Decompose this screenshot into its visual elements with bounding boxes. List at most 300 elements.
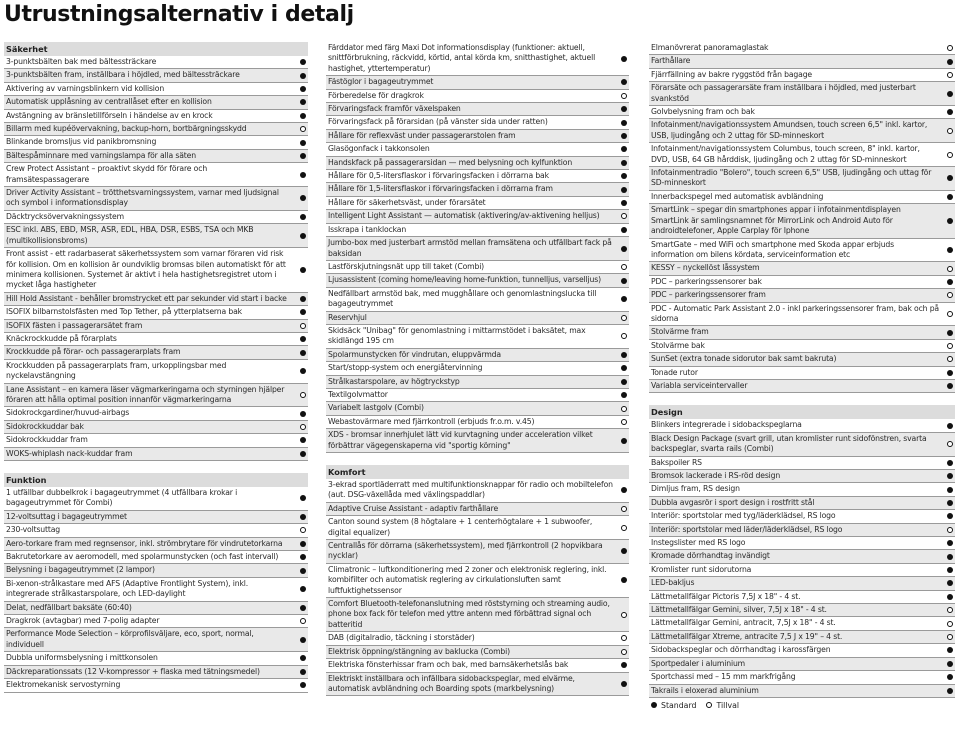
availability-mark <box>298 296 308 302</box>
equipment-row <box>4 69 308 82</box>
equipment-label: Strålkastarspolare, av högtryckstyp <box>328 376 460 386</box>
equipment-label: PDC – parkeringssensorer bak <box>651 276 762 286</box>
standard-filled-dot-icon <box>300 336 306 342</box>
legend <box>649 701 955 710</box>
optional-hollow-dot-icon <box>947 72 953 78</box>
standard-filled-dot-icon <box>947 580 953 586</box>
availability-mark <box>619 56 629 62</box>
equipment-row <box>649 497 955 510</box>
equipment-label: Billarm med kupéövervakning, backup-horn, bortbärgningsskydd <box>6 124 247 134</box>
equipment-label: Start/stopp-system och energiåtervinning <box>328 363 483 373</box>
standard-filled-dot-icon <box>621 379 627 385</box>
optional-hollow-dot-icon <box>621 419 627 425</box>
equipment-label: Lättmetallfälgar Pictoris 7,5J x 18" - 4 st. <box>651 591 801 601</box>
equipment-row <box>4 211 308 224</box>
equipment-label: Aero-torkare fram med regnsensor, inkl. strömbrytare för vindrutetorkarna <box>6 538 283 548</box>
equipment-row <box>326 183 629 196</box>
availability-mark <box>945 356 955 362</box>
availability-mark <box>945 423 955 429</box>
equipment-label: Sidokrockgardiner/huvud-airbags <box>6 408 130 418</box>
equipment-label: Infotainment/navigationssystem Amundsen, touch screen 6,5" inkl. kartor, USB, ljudingång och 2 uttag för SD-minneskort <box>651 120 928 140</box>
column-1 <box>4 42 308 693</box>
equipment-row <box>326 261 629 274</box>
section-continued <box>649 42 955 393</box>
column-3 <box>649 42 955 710</box>
equipment-row <box>4 333 308 346</box>
optional-hollow-dot-icon <box>300 126 306 132</box>
availability-mark <box>298 336 308 342</box>
standard-filled-dot-icon <box>300 541 306 547</box>
equipment-label: Dubbla uniformsbelysning i mittkonsolen <box>6 653 158 663</box>
equipment-label: Elektriskt inställbara och infällbara sidobackspeglar, med elvärme, automatisk avbländning och Boarding spots (markbelysning) <box>328 673 575 693</box>
equipment-label: Climatronic – luftkonditionering med 2 zoner och elektronisk reglering, inkl. kombifilter och automatisk reglering av cirkulationsluften samt luftfuktighetssensor <box>328 564 607 595</box>
equipment-row <box>649 433 955 457</box>
equipment-label: Förvaringsfack framför växelspaken <box>328 104 461 114</box>
availability-mark <box>945 218 955 224</box>
equipment-row <box>4 434 308 447</box>
equipment-label: SunSet (extra tonade sidorutor bak samt bakruta) <box>651 354 837 364</box>
optional-hollow-dot-icon <box>947 356 953 362</box>
equipment-row <box>649 671 955 684</box>
equipment-label: Hill Hold Assistant - behåller bromstrycket ett par sekunder vid start i backe <box>6 293 287 303</box>
equipment-row <box>649 510 955 523</box>
equipment-label: Interiör: sportstolar med läder/läderklädsel, RS logo <box>651 524 843 534</box>
availability-mark <box>945 45 955 51</box>
equipment-label: 3-punktsbälten fram, inställbara i höjdled, med bältessträckare <box>6 70 240 80</box>
availability-mark <box>619 379 629 385</box>
standard-filled-dot-icon <box>947 218 953 224</box>
equipment-row <box>649 55 955 68</box>
standard-filled-dot-icon <box>300 214 306 220</box>
equipment-row <box>326 673 629 697</box>
equipment-row <box>649 204 955 238</box>
availability-mark <box>298 113 308 119</box>
availability-mark <box>945 460 955 466</box>
equipment-label: Hållare för 0,5-litersflaskor i förvaringsfacken i dörrarna bak <box>328 171 549 181</box>
equipment-row <box>649 577 955 590</box>
availability-mark <box>298 233 308 239</box>
equipment-row <box>649 276 955 289</box>
standard-filled-dot-icon <box>947 330 953 336</box>
optional-hollow-dot-icon <box>947 45 953 51</box>
section-heading: Design <box>649 405 955 419</box>
availability-mark <box>945 370 955 376</box>
equipment-label: Webastovärmare med fjärrkontroll (erbjuds fr.o.m. v.45) <box>328 416 535 426</box>
equipment-label: Avstängning av bränsletillförseln i händelse av en krock <box>6 110 213 120</box>
equipment-label: Canton sound system (8 högtalare + 1 centerhögtalare + 1 subwoofer, digital equalizer) <box>328 517 593 537</box>
availability-mark <box>945 266 955 272</box>
equipment-label: Variabla serviceintervaller <box>651 380 748 390</box>
availability-mark <box>619 79 629 85</box>
optional-hollow-dot-icon <box>300 424 306 430</box>
equipment-label: Sportchassi med – 15 mm markfrigång <box>651 672 796 682</box>
equipment-label: Comfort Bluetooth-telefonanslutning med röststyrning och streaming audio, phone box fack för telefon med yttre antenn med förbättrad signal och batteritid <box>328 599 610 629</box>
standard-filled-dot-icon <box>300 568 306 574</box>
equipment-row <box>649 644 955 657</box>
availability-mark <box>298 541 308 547</box>
optional-hollow-dot-icon <box>947 634 953 640</box>
standard-filled-dot-icon <box>621 120 627 126</box>
equipment-row <box>4 96 308 109</box>
availability-mark <box>619 264 629 270</box>
standard-filled-dot-icon <box>300 637 306 643</box>
standard-filled-dot-icon <box>947 175 953 181</box>
equipment-label: Sidobackspeglar och dörrhandtag i karossfärgen <box>651 645 831 655</box>
standard-filled-dot-icon <box>651 702 657 708</box>
equipment-row <box>326 516 629 540</box>
equipment-label: 3-ekrad sportläderratt med multifunktionsknappar för radio och mobiltelefon (aut. DSG-växellåda med växlingspaddlar) <box>328 480 613 500</box>
availability-mark <box>298 153 308 159</box>
equipment-row <box>4 150 308 163</box>
equipment-row <box>649 604 955 617</box>
availability-mark <box>298 411 308 417</box>
equipment-row <box>326 402 629 415</box>
standard-filled-dot-icon <box>300 495 306 501</box>
equipment-row <box>326 540 629 564</box>
availability-mark <box>945 621 955 627</box>
equipment-label: Krockkudde på förar- och passagerarplats fram <box>6 347 181 357</box>
equipment-label: Förvaringsfack på förarsidan (på vänster sida under ratten) <box>328 117 548 127</box>
equipment-row <box>4 679 308 692</box>
equipment-row <box>326 362 629 375</box>
standard-filled-dot-icon <box>947 247 953 253</box>
equipment-label: PDC – parkeringssensorer fram <box>651 290 766 300</box>
equipment-row <box>649 367 955 380</box>
standard-filled-dot-icon <box>300 296 306 302</box>
standard-filled-dot-icon <box>300 309 306 315</box>
standard-filled-dot-icon <box>947 59 953 65</box>
standard-filled-dot-icon <box>300 451 306 457</box>
availability-mark <box>298 73 308 79</box>
equipment-row <box>326 170 629 183</box>
availability-mark <box>298 309 308 315</box>
availability-mark <box>945 634 955 640</box>
standard-filled-dot-icon <box>947 540 953 546</box>
equipment-row <box>326 429 629 453</box>
availability-mark <box>619 246 629 252</box>
equipment-row <box>326 103 629 116</box>
equipment-label: Hållare för säkerhetsväst, under förarsätet <box>328 197 486 207</box>
standard-filled-dot-icon <box>621 392 627 398</box>
equipment-row <box>326 325 629 349</box>
equipment-row <box>326 376 629 389</box>
availability-mark <box>298 586 308 592</box>
equipment-label: Jumbo-box med justerbart armstöd mellan framsätena och utfällbart fack på baksidan <box>328 238 612 258</box>
availability-mark <box>945 661 955 667</box>
availability-mark <box>945 91 955 97</box>
optional-hollow-dot-icon <box>300 323 306 329</box>
availability-mark <box>298 568 308 574</box>
equipment-row <box>4 56 308 69</box>
equipment-row <box>649 326 955 339</box>
standard-filled-dot-icon <box>300 368 306 374</box>
optional-hollow-dot-icon <box>947 621 953 627</box>
equipment-label: Däckreparationssats (12 V-kompressor + flaska med tätningsmedel) <box>6 666 260 676</box>
availability-mark <box>298 214 308 220</box>
optional-hollow-dot-icon <box>300 527 306 533</box>
equipment-label: Spolarmunstycken för vindrutan, eluppvärmda <box>328 349 501 359</box>
availability-mark <box>945 330 955 336</box>
equipment-row <box>326 646 629 659</box>
optional-hollow-dot-icon <box>621 506 627 512</box>
availability-mark <box>619 93 629 99</box>
equipment-label: Takrails i eloxerad aluminium <box>651 685 759 695</box>
standard-filled-dot-icon <box>621 246 627 252</box>
availability-mark <box>945 500 955 506</box>
availability-mark <box>619 577 629 583</box>
standard-filled-dot-icon <box>621 227 627 233</box>
standard-filled-dot-icon <box>947 688 953 694</box>
availability-mark <box>945 487 955 493</box>
availability-mark <box>619 681 629 687</box>
equipment-label: Sidokrockkuddar fram <box>6 435 88 445</box>
equipment-row <box>326 224 629 237</box>
standard-filled-dot-icon <box>947 370 953 376</box>
equipment-row <box>326 349 629 362</box>
standard-filled-dot-icon <box>300 267 306 273</box>
equipment-label: Däcktrycksövervakningssystem <box>6 211 124 221</box>
section-heading: Komfort <box>326 465 629 479</box>
standard-filled-dot-icon <box>947 554 953 560</box>
standard-filled-dot-icon <box>621 487 627 493</box>
equipment-label: Bakspoiler RS <box>651 457 702 467</box>
availability-mark <box>619 187 629 193</box>
optional-hollow-dot-icon <box>621 612 627 618</box>
availability-mark <box>945 513 955 519</box>
availability-mark <box>619 419 629 425</box>
equipment-label: SmartGate – med WiFi och smartphone med Skoda appar erbjuds information om bilens kördata, serviceinformation etc <box>651 239 895 259</box>
equipment-row <box>4 578 308 602</box>
standard-filled-dot-icon <box>300 350 306 356</box>
availability-mark <box>619 133 629 139</box>
availability-mark <box>298 514 308 520</box>
equipment-row <box>4 306 308 319</box>
availability-mark <box>945 72 955 78</box>
equipment-row <box>4 448 308 461</box>
standard-filled-dot-icon <box>300 605 306 611</box>
availability-mark <box>945 688 955 694</box>
equipment-row <box>326 90 629 103</box>
equipment-label: 1 utfällbar dubbelkrok i bagageutrymmet (4 utfällbara krokar i bagageutrymmet för Combi) <box>6 488 238 508</box>
availability-mark <box>945 128 955 134</box>
availability-mark <box>945 194 955 200</box>
optional-hollow-dot-icon <box>621 333 627 339</box>
standard-filled-dot-icon <box>621 365 627 371</box>
equipment-row <box>649 537 955 550</box>
equipment-row <box>4 384 308 408</box>
availability-mark <box>945 152 955 158</box>
equipment-label: Handskfack på passagerarsidan — med belysning och kylfunktion <box>328 157 573 167</box>
availability-mark <box>619 160 629 166</box>
equipment-label: Delat, nedfällbart baksäte (60:40) <box>6 602 132 612</box>
equipment-label: Elektromekanisk servostyrning <box>6 680 121 690</box>
standard-filled-dot-icon <box>300 73 306 79</box>
availability-mark <box>298 172 308 178</box>
availability-mark <box>298 59 308 65</box>
equipment-row <box>326 210 629 223</box>
equipment-label: Lättmetallfälgar Xtreme, antracite 7,5 J x 19" – 4 st. <box>651 631 843 641</box>
standard-filled-dot-icon <box>947 567 953 573</box>
equipment-label: Tonade rutor <box>651 367 698 377</box>
optional-hollow-dot-icon <box>300 618 306 624</box>
equipment-row <box>326 479 629 503</box>
availability-mark <box>619 213 629 219</box>
optional-hollow-dot-icon <box>621 635 627 641</box>
standard-filled-dot-icon <box>621 200 627 206</box>
availability-mark <box>298 86 308 92</box>
availability-mark <box>945 247 955 253</box>
equipment-row <box>4 293 308 306</box>
availability-mark <box>619 352 629 358</box>
standard-filled-dot-icon <box>947 487 953 493</box>
equipment-row <box>649 191 955 204</box>
equipment-row <box>649 419 955 432</box>
equipment-label: DAB (digitalradio, täckning i storstäder) <box>328 633 475 643</box>
equipment-label: Fjärrfällning av bakre ryggstöd från bagage <box>651 69 813 79</box>
availability-mark <box>945 674 955 680</box>
optional-hollow-dot-icon <box>947 607 953 613</box>
availability-mark <box>619 333 629 339</box>
equipment-label: Förberedelse för dragkrok <box>328 90 424 100</box>
optional-hollow-dot-icon <box>621 264 627 270</box>
availability-mark <box>298 140 308 146</box>
equipment-label: Stolvärme bak <box>651 340 705 350</box>
equipment-label: KESSY – nyckellöst låssystem <box>651 263 760 273</box>
availability-mark <box>945 647 955 653</box>
equipment-label: Black Design Package (svart grill, utan kromlister runt sidofönstren, svarta backspeglar, svarta rails (Combi) <box>651 433 927 454</box>
equipment-label: Kromade dörrhandtag invändigt <box>651 551 770 561</box>
standard-filled-dot-icon <box>947 279 953 285</box>
standard-filled-dot-icon <box>300 586 306 592</box>
equipment-row <box>649 658 955 671</box>
equipment-row <box>326 416 629 429</box>
equipment-label: Driver Activity Assistant – trötthetsvarningssystem, varnar med ljudsignal och symbol i informationsdisplay <box>6 188 279 208</box>
equipment-row <box>326 143 629 156</box>
optional-hollow-dot-icon <box>621 406 627 412</box>
legend-optional <box>706 701 739 710</box>
availability-mark <box>619 662 629 668</box>
availability-mark <box>619 525 629 531</box>
standard-filled-dot-icon <box>621 56 627 62</box>
equipment-label: SmartLink – spegar din smartphones appar i infotainmentdisplayen SmartLink är samlingsnamnet för MirrorLink och Android Auto för androidtelefoner, Apple Carplay för Iphone <box>651 205 901 236</box>
equipment-row <box>649 483 955 496</box>
availability-mark <box>298 495 308 501</box>
standard-filled-dot-icon <box>621 278 627 284</box>
standard-filled-dot-icon <box>621 79 627 85</box>
availability-mark <box>945 311 955 317</box>
equipment-row <box>649 239 955 263</box>
availability-mark <box>619 296 629 302</box>
legend-standard-label: Standard <box>661 700 697 710</box>
standard-filled-dot-icon <box>947 109 953 115</box>
standard-filled-dot-icon <box>300 195 306 201</box>
standard-filled-dot-icon <box>621 133 627 139</box>
equipment-row <box>649 69 955 82</box>
equipment-label: Kromlister runt sidorutorna <box>651 564 752 574</box>
equipment-row <box>649 82 955 106</box>
equipment-label: XDS - bromsar innerhjulet lätt vid kurvtagning under acceleration vilket förbättrar vägegenskaperna vid "sportig körning" <box>328 430 593 450</box>
standard-filled-dot-icon <box>300 669 306 675</box>
availability-mark <box>298 527 308 533</box>
equipment-label: Bakrutetorkare av aeromodell, med spolarmunstycken (och fast intervall) <box>6 552 279 562</box>
availability-mark <box>298 99 308 105</box>
equipment-label: Isskrapa i tanklockan <box>328 224 407 234</box>
standard-filled-dot-icon <box>947 513 953 519</box>
equipment-row <box>326 42 629 76</box>
equipment-label: Sportpedaler i aluminium <box>651 658 745 668</box>
equipment-row <box>326 197 629 210</box>
standard-filled-dot-icon <box>300 59 306 65</box>
optional-hollow-dot-icon <box>947 441 953 447</box>
equipment-label: Skidsäck "Unibag" för genomlastning i mittarmstödet i baksätet, max skidlängd 195 cm <box>328 325 586 346</box>
equipment-label: Elektrisk öppning/stängning av bakluckа (Combi) <box>328 646 510 656</box>
availability-mark <box>945 540 955 546</box>
availability-mark <box>945 441 955 447</box>
availability-mark <box>619 406 629 412</box>
standard-filled-dot-icon <box>947 661 953 667</box>
equipment-row <box>4 551 308 564</box>
optional-hollow-dot-icon <box>947 292 953 298</box>
equipment-label: Bi-xenon-strålkastare med AFS (Adaptive Frontlight System), inkl. integrerade strålkastarspolare, och LED-daylight <box>6 578 249 599</box>
availability-mark <box>945 109 955 115</box>
equipment-label: Aktivering av varningsblinkern vid kollision <box>6 83 165 93</box>
equipment-label: ISOFIX fästen i passagerarsätet fram <box>6 320 143 330</box>
optional-hollow-dot-icon <box>706 702 712 708</box>
equipment-label: PDC - Automatic Park Assistant 2.0 - inkl parkeringssensorer fram, bak och på sidorna <box>651 303 939 323</box>
optional-hollow-dot-icon <box>621 649 627 655</box>
standard-filled-dot-icon <box>300 233 306 239</box>
equipment-row <box>649 340 955 353</box>
standard-filled-dot-icon <box>300 140 306 146</box>
availability-mark <box>298 195 308 201</box>
equipment-row <box>4 538 308 551</box>
equipment-row <box>649 524 955 537</box>
equipment-label: Bältespåminnare med varningslampa för alla säten <box>6 150 196 160</box>
standard-filled-dot-icon <box>947 647 953 653</box>
equipment-label: ESC inkl. ABS, EBD, MSR, ASR, EDL, HBA, DSR, ESBS, TSA och MKB (multikollisionsbroms) <box>6 225 254 245</box>
equipment-label: Front assist - ett radarbaserat säkerhetssystem som varnar föraren vid risk för kollision. Om en kollision är oundviklig bromsas bilen automatiskt för att minimera kollisionen. Systemet är aktivt i hela hastighetsregistret utom i mycket låga hastigheter <box>6 249 286 290</box>
equipment-row <box>4 628 308 652</box>
availability-mark <box>945 554 955 560</box>
section-continued <box>326 42 629 453</box>
equipment-row <box>649 457 955 470</box>
availability-mark <box>298 682 308 688</box>
standard-filled-dot-icon <box>621 548 627 554</box>
standard-filled-dot-icon <box>947 500 953 506</box>
optional-hollow-dot-icon <box>947 527 953 533</box>
equipment-row <box>649 167 955 191</box>
section-heading: Säkerhet <box>4 42 308 56</box>
equipment-row <box>326 76 629 89</box>
equipment-label: Blinkers integrerade i sidobackspeglarna <box>651 420 802 430</box>
equipment-row <box>4 123 308 136</box>
availability-mark <box>945 59 955 65</box>
availability-mark <box>619 635 629 641</box>
equipment-label: ISOFIX bilbarnstolsfästen med Top Tether, på ytterplatserna bak <box>6 307 242 317</box>
equipment-label: Adaptive Cruise Assistant - adaptiv farthållare <box>328 503 499 513</box>
equipment-row <box>4 187 308 211</box>
equipment-row <box>649 591 955 604</box>
equipment-row <box>649 143 955 167</box>
availability-mark <box>945 279 955 285</box>
equipment-label: Textilgolvmattor <box>328 389 388 399</box>
equipment-row <box>326 288 629 312</box>
equipment-row <box>4 666 308 679</box>
equipment-row <box>649 119 955 143</box>
availability-mark <box>945 175 955 181</box>
legend-optional-label: Tillval <box>716 700 740 710</box>
equipment-row <box>4 136 308 149</box>
